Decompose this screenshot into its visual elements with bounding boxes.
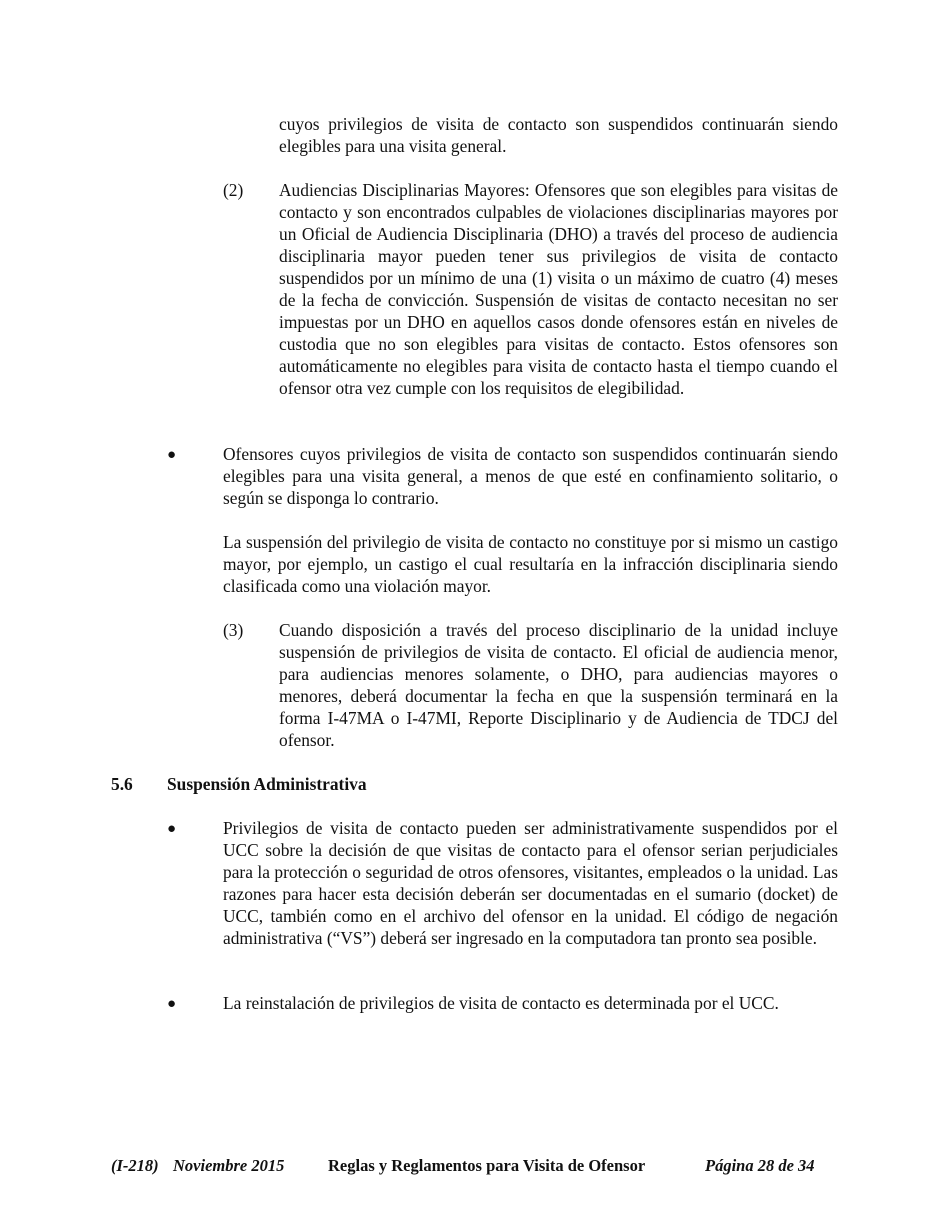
bullet-2-symbol: ●: [167, 821, 177, 837]
bullet-3-text: La reinstalación de privilegios de visita de contacto es determinada por el UCC.: [223, 993, 779, 1013]
continuation-paragraph: cuyos privilegios de visita de contacto son suspendidos continuarán siendo elegibles para una visita general.: [279, 114, 838, 156]
suspension-note-paragraph: La suspensión del privilegio de visita de contacto no constituye por si mismo un castigo mayor, por ejemplo, un castigo el cual resultaría en la infracción disciplinaria siendo clasificada como una violación mayor.: [223, 532, 838, 596]
bullet-1-text: Ofensores cuyos privilegios de visita de contacto son suspendidos continuarán siendo elegibles para una visita general, a menos de que esté en confinamiento solitario, o según se disponga lo contrario.: [223, 444, 838, 508]
footer-title: Reglas y Reglamentos para Visita de Ofensor: [328, 1156, 646, 1175]
item-3-text: Cuando disposición a través del proceso disciplinario de la unidad incluye suspensión de privilegios de visita de contacto. El oficial de audiencia menor, para audiencias menores solamente, o DHO, para audiencias mayores o menores, deberá documentar la fecha en que la suspensión terminará en la forma I-47MA o I-47MI, Reporte Disciplinario y de Audiencia de TDCJ del ofensor.: [279, 620, 838, 750]
item-2-text: Audiencias Disciplinarias Mayores: Ofensores que son elegibles para visitas de contacto y son encontrados culpables de violaciones disciplinarias mayores por un Oficial de Audiencia Disciplinaria (DHO) a través del proceso de audiencia disciplinaria mayor pueden tener sus privilegios de visita de contacto suspendidos por un mínimo de una (1) visita o un máximo de cuatro (4) meses de la fecha de convicción. Suspensión de visitas de contacto necesitan no ser impuestas por un DHO en aquellos casos donde ofensores están en niveles de custodia que no son elegibles para visitas de contacto. Estos ofensores son automáticamente no elegibles para visita de contacto hasta el tiempo cuando el ofensor otra vez cumple con los requisitos de elegibilidad.: [279, 180, 838, 398]
section-title: Suspensión Administrativa: [167, 774, 367, 794]
item-2-number: (2): [223, 180, 244, 200]
item-3-number: (3): [223, 620, 244, 640]
footer-doc-id: (I-218): [111, 1156, 159, 1175]
footer-date: Noviembre 2015: [173, 1156, 285, 1175]
footer-page-number: Página 28 de 34: [705, 1156, 815, 1175]
bullet-3-symbol: ●: [167, 996, 177, 1012]
bullet-1-symbol: ●: [167, 447, 177, 463]
section-number: 5.6: [111, 774, 133, 794]
bullet-2-text: Privilegios de visita de contacto pueden ser administrativamente suspendidos por el UCC sobre la decisión de que visitas de contacto para el ofensor serian perjudiciales para la protección o seguridad de otros ofensores, visitantes, empleados o la unidad. Las razones para hacer esta decisión deberán ser documentadas en el sumario (docket) de UCC, también como en el archivo del ofensor en la unidad. El código de negación administrativa (“VS”) deberá ser ingresado en la computadora tan pronto sea posible.: [223, 818, 838, 948]
